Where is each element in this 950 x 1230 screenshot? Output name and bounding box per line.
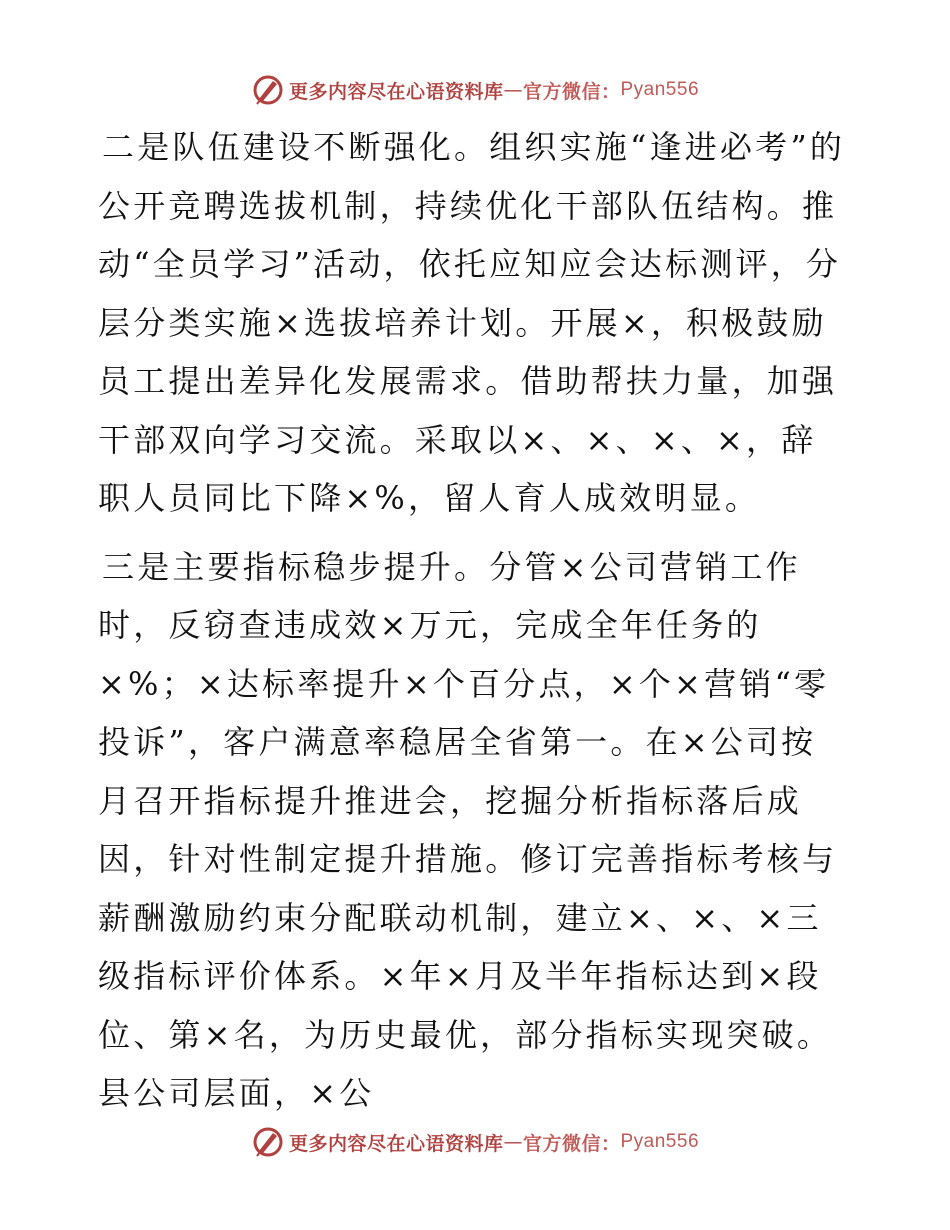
quill-pen-logo-icon (251, 1125, 285, 1159)
banner-wechat-id: Pyan556 (620, 1131, 700, 1152)
paragraph-team-building: 二是队伍建设不断强化。组织实施“逢进必考”的公开竞聘选拔机制，持续优化干部队伍结构。推动“全员学习”活动，依托应知应会达标测评，分层分类实施×选拔培养计划。开展×，积极鼓励员工提出差异化发展需求。借助帮扶力量，加强干部双向学习交流。采取以×、×、×、×，辞职人员同比下降×%，留人育人成效明显。 (98, 128, 846, 517)
banner-wechat-label: 官方微信： (522, 80, 621, 103)
banner-dash: — (503, 79, 523, 101)
banner-title: 更多内容尽在心语资料库 (288, 80, 504, 103)
header-banner (0, 70, 950, 110)
quill-pen-logo-icon (251, 73, 285, 107)
banner-wechat-label: 官方微信： (522, 1132, 621, 1155)
banner-wechat-id: Pyan556 (620, 79, 700, 100)
banner-dash: — (503, 1131, 523, 1153)
document-body (98, 118, 848, 1123)
footer-banner (0, 1122, 950, 1162)
paragraph-key-indicators: 三是主要指标稳步提升。分管×公司营销工作时，反窃查违成效×万元，完成全年任务的×%；×达标率提升×个百分点，×个×营销“零投诉”，客户满意率稳居全省第一。在×公司按月召开指标提升推进会，挖掘分析指标落后成因，针对性制定提升措施。修订完善指标考核与薪酬激励约束分配联动机制，建立×、×、×三级指标评价体系。×年×月及半年指标达到×段位、第×名，为历史最优，部分指标实现突破。县公司层面，×公 (98, 547, 838, 1112)
banner-title: 更多内容尽在心语资料库 (288, 1132, 504, 1155)
